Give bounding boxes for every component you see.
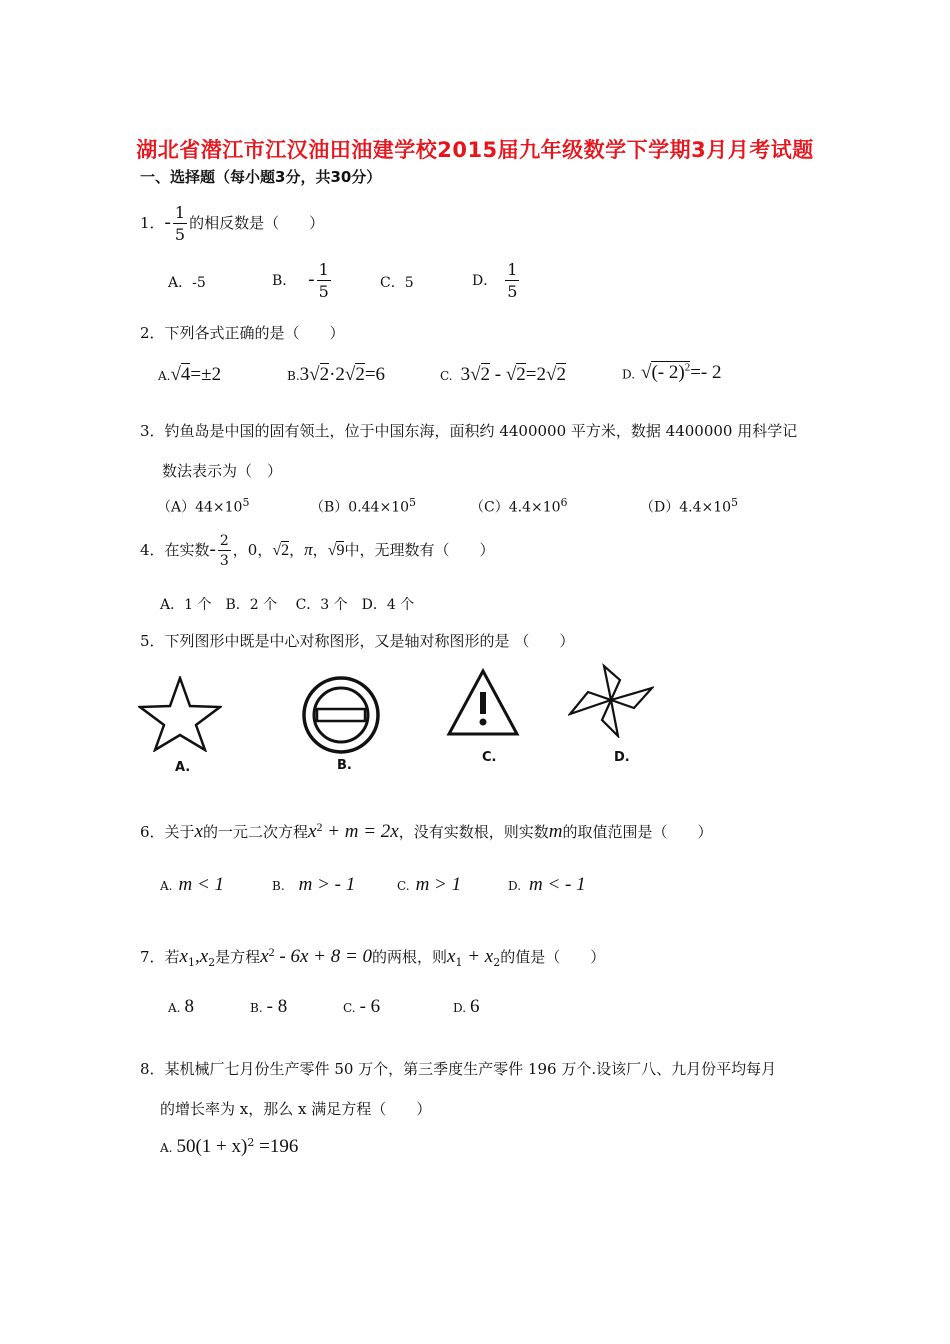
q8-line-1: 8．某机械厂七月份生产零件 50 万个，第三季度生产零件 196 万个.设该厂八、九月份平均每月 bbox=[140, 1060, 777, 1078]
q8-a-pre: 50(1 + x) bbox=[176, 1136, 248, 1157]
q3-b-text: （B）0.44×10 bbox=[310, 499, 410, 516]
q3-a-text: （A）44×10 bbox=[157, 499, 243, 516]
q3-line-2: 数法表示为（ ） bbox=[162, 462, 283, 480]
q8-line-2: 的增长率为 x，那么 x 满足方程（ ） bbox=[160, 1100, 432, 1118]
q2-option-a bbox=[158, 364, 221, 386]
q7-sum-s1: 1 bbox=[455, 956, 463, 969]
q7-post: 的值是（ ） bbox=[500, 948, 606, 966]
q3-option-a bbox=[157, 496, 249, 517]
q2-b-mid: ·2 bbox=[329, 364, 345, 385]
q2-c-mid: - bbox=[490, 364, 506, 385]
q7-pre: 7．若 bbox=[140, 948, 180, 966]
star-shape bbox=[140, 678, 220, 750]
q7-x1: x bbox=[179, 946, 188, 967]
q7-a-label: A. bbox=[168, 1001, 181, 1015]
q7-option-d bbox=[453, 996, 480, 1018]
q2-c-expr: 3√2 - √2=2√2 bbox=[460, 364, 566, 385]
q7-mid2: 的两根，则 bbox=[372, 948, 448, 966]
q6-c-value: m > 1 bbox=[415, 874, 462, 895]
q2-c-rad1: 2 bbox=[480, 364, 491, 385]
q6-option-b bbox=[272, 874, 355, 896]
q7-b-value: - 8 bbox=[266, 996, 288, 1017]
q2-b-rad1: 2 bbox=[319, 364, 330, 385]
q7-x2: ,x bbox=[194, 946, 209, 967]
q2-c-label: C. bbox=[440, 369, 453, 383]
q1-option-a bbox=[168, 272, 206, 292]
q7-d-value: 6 bbox=[470, 996, 480, 1017]
q4-mid1: ，0， bbox=[232, 541, 273, 559]
q7-eq-sup: 2 bbox=[268, 945, 275, 959]
center-bar bbox=[317, 709, 365, 721]
question-1 bbox=[140, 205, 324, 243]
q3-d-sup: 5 bbox=[731, 496, 739, 509]
q2-d-radicand bbox=[651, 361, 690, 383]
q1-d-label: D． bbox=[472, 273, 498, 289]
q6-option-a bbox=[160, 874, 224, 896]
q7-c-label: C. bbox=[343, 1001, 356, 1015]
q2-a-rest: =±2 bbox=[190, 364, 222, 385]
warning-triangle-figure bbox=[446, 668, 520, 738]
q7-eq-rest: - 6x + 8 = 0 bbox=[274, 946, 373, 967]
q2-b-rad2: 2 bbox=[355, 364, 365, 385]
q1-b-label: B． bbox=[272, 273, 297, 289]
q1-fraction bbox=[173, 205, 187, 243]
figure-d-label: D. bbox=[614, 750, 630, 765]
q2-b-rest: =6 bbox=[364, 364, 386, 385]
q2-d-expr: √(- 2)$^2$=- 2 bbox=[641, 362, 722, 384]
q7-sum-s2: 2 bbox=[493, 956, 501, 969]
q1-frac-den: 5 bbox=[174, 225, 186, 244]
figure-b-label: B. bbox=[337, 758, 352, 773]
q7-b-label: B. bbox=[250, 1001, 263, 1015]
question-2: 2．下列各式正确的是（ ） bbox=[140, 324, 345, 342]
q7-c-value: - 6 bbox=[359, 996, 381, 1017]
q6-post2: 的取值范围是（ ） bbox=[562, 823, 713, 841]
q4-frac-den: 3 bbox=[219, 553, 229, 569]
q2-c-rad3: 2 bbox=[556, 364, 566, 385]
q6-m: m bbox=[548, 821, 563, 842]
inner-circle bbox=[314, 688, 368, 742]
q2-option-c bbox=[440, 364, 566, 386]
q2-d-rest: =- 2 bbox=[690, 362, 722, 384]
q2-d-label: D. bbox=[622, 367, 636, 382]
q6-post1: ，没有实数根，则实数 bbox=[398, 823, 549, 841]
q6-option-d bbox=[508, 874, 586, 896]
q4-pi: π bbox=[304, 540, 313, 559]
q4-neg: - bbox=[209, 539, 216, 560]
pinwheel-blade-left bbox=[570, 692, 611, 714]
pinwheel-figure bbox=[568, 662, 654, 738]
q8-a-rest: =196 bbox=[254, 1136, 299, 1157]
q2-b-expr: 3√2·2√2=6 bbox=[299, 364, 386, 385]
q4-rad2: 9 bbox=[336, 542, 345, 559]
q1-neg: - bbox=[164, 212, 171, 233]
q8-a-sup: 2 bbox=[247, 1136, 255, 1149]
q3-c-sup: 6 bbox=[560, 496, 568, 509]
question-7 bbox=[140, 945, 605, 969]
q4-options: A．1 个 B．2 个 C．3 个 D．4 个 bbox=[160, 597, 415, 613]
q7-sum-plus: + x bbox=[462, 946, 494, 967]
q1-d-den: 5 bbox=[507, 282, 518, 301]
q6-b-value: m > - 1 bbox=[298, 874, 356, 895]
q6-option-c bbox=[397, 874, 461, 896]
q2-option-d bbox=[622, 362, 721, 384]
q1-c-label: C． bbox=[380, 275, 405, 291]
q8-option-a bbox=[160, 1136, 298, 1158]
figure-c-label: C. bbox=[482, 750, 497, 765]
q1-b-den: 5 bbox=[318, 282, 329, 301]
q7-sum-x1: x bbox=[447, 946, 456, 967]
q1-b-fraction bbox=[317, 262, 331, 300]
question-5: 5．下列图形中既是中心对称图形，又是轴对称图形的是 （ ） bbox=[140, 632, 575, 650]
q1-a-value: -5 bbox=[192, 275, 206, 291]
q2-option-b bbox=[287, 364, 385, 386]
q4-post: 中，无理数有（ ） bbox=[344, 541, 495, 559]
figure-a-label: A. bbox=[175, 760, 191, 775]
q6-a-value: m < 1 bbox=[178, 874, 225, 895]
q6-eq-rest: + m = 2x bbox=[322, 821, 399, 842]
q4-frac-num: 2 bbox=[219, 533, 229, 549]
q6-d-label: D. bbox=[508, 879, 522, 893]
q1-d-fraction bbox=[505, 262, 519, 300]
q3-option-b bbox=[310, 496, 416, 517]
q1-option-b bbox=[272, 262, 333, 300]
q4-mid3: ， bbox=[312, 541, 328, 559]
q2-a-label: A. bbox=[158, 369, 171, 383]
q7-eq-x: x bbox=[260, 946, 269, 967]
q3-line-1: 3．钓鱼岛是中国的固有领土，位于中国东海，面积约 4400000 平方米，数据 4400000 用科学记 bbox=[140, 422, 798, 440]
q1-a-label: A． bbox=[168, 275, 193, 291]
q4-mid2: ， bbox=[289, 541, 305, 559]
q8-a-label: A. bbox=[160, 1141, 173, 1155]
page-title: 湖北省潜江市江汉油田油建学校2015届九年级数学下学期3月月考试题 bbox=[136, 138, 814, 162]
q2-d-rad: (- 2) bbox=[651, 362, 685, 384]
q3-d-text: （D）4.4×10 bbox=[640, 499, 732, 516]
q4-rad1: 2 bbox=[281, 542, 290, 559]
pinwheel-blade-bottom bbox=[602, 700, 618, 736]
q2-a-expr: √4=±2 bbox=[170, 364, 222, 385]
q1-text: 的相反数是（ ） bbox=[189, 214, 325, 232]
q7-s2: 2 bbox=[208, 956, 216, 969]
q4-pre: 4．在实数 bbox=[140, 541, 210, 559]
q2-c-mid2: =2 bbox=[525, 364, 546, 385]
q6-var: x bbox=[194, 821, 203, 842]
star-figure bbox=[138, 676, 222, 752]
exclamation-dot bbox=[480, 719, 487, 726]
q2-a-radicand: 4 bbox=[180, 364, 191, 385]
q7-s1: 1 bbox=[187, 956, 195, 969]
q6-b-label: B. bbox=[272, 879, 285, 893]
exclamation-bar bbox=[480, 692, 486, 714]
q6-pre: 6．关于 bbox=[140, 823, 195, 841]
q1-c-value: 5 bbox=[404, 275, 414, 291]
q3-option-c bbox=[470, 496, 568, 517]
q6-d-value: m < - 1 bbox=[529, 874, 586, 895]
q1-d-num: 1 bbox=[507, 260, 518, 279]
q6-mid: 的一元二次方程 bbox=[202, 823, 308, 841]
q2-c-pre: 3 bbox=[460, 364, 471, 385]
q1-b-neg: - bbox=[308, 269, 315, 290]
question-6 bbox=[140, 820, 713, 843]
q7-mid: 是方程 bbox=[215, 948, 261, 966]
pinwheel-blade-right bbox=[611, 688, 652, 708]
q2-b-pre: 3 bbox=[299, 364, 310, 385]
q7-a-value: 8 bbox=[184, 996, 194, 1017]
q1-b-num: 1 bbox=[318, 260, 329, 279]
q1-number: 1． bbox=[140, 214, 165, 232]
q7-option-a bbox=[168, 996, 194, 1018]
q6-eq-x: x bbox=[308, 821, 317, 842]
q4-fraction bbox=[218, 534, 231, 568]
q7-option-b bbox=[250, 996, 287, 1018]
q1-frac-num: 1 bbox=[174, 203, 186, 222]
q2-c-rad2: 2 bbox=[516, 364, 526, 385]
q1-option-c bbox=[380, 272, 414, 292]
q7-option-c bbox=[343, 996, 380, 1018]
q3-a-sup: 5 bbox=[242, 496, 250, 509]
q3-c-text: （C）4.4×10 bbox=[470, 499, 561, 516]
q6-eq-sup: 2 bbox=[316, 820, 323, 834]
q6-c-label: C. bbox=[397, 879, 410, 893]
section-heading: 一、选择题（每小题3分，共30分） bbox=[140, 168, 382, 186]
q2-b-label: B. bbox=[287, 369, 300, 383]
q1-option-d bbox=[472, 262, 521, 300]
pinwheel-blade-top bbox=[604, 666, 620, 700]
q2-d-sup: 2 bbox=[684, 362, 691, 374]
q6-a-label: A. bbox=[160, 879, 173, 893]
no-entry-figure bbox=[301, 675, 381, 755]
question-4: 4．在实数- $\frac{2}{3}$ ，0，√2，π，√9中，无理数有（ ） bbox=[140, 533, 495, 569]
q3-b-sup: 5 bbox=[409, 496, 417, 509]
q7-d-label: D. bbox=[453, 1001, 467, 1015]
q3-option-d bbox=[640, 496, 738, 517]
